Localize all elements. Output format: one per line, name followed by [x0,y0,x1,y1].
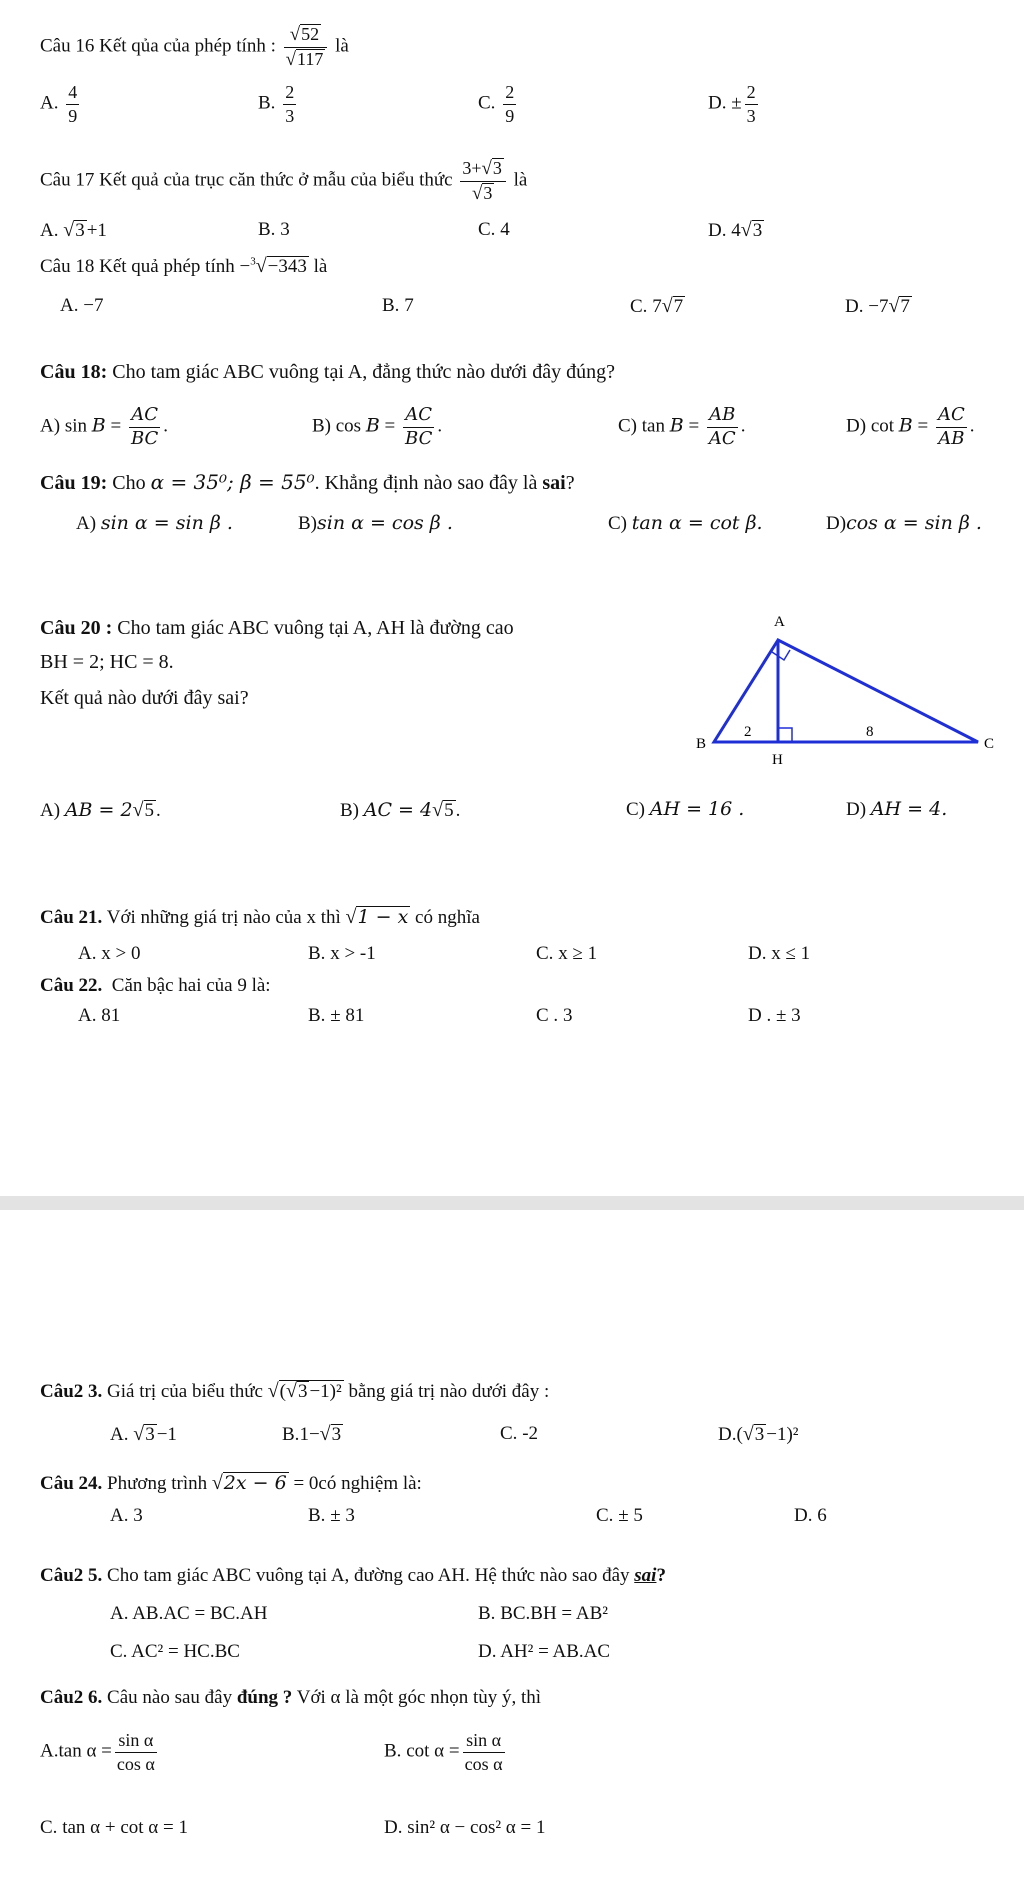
q20-option-b[interactable]: B) AC = 4√5 . [340,799,461,821]
q25-stem: Câu2 5. Cho tam giác ABC vuông tại A, đường cao AH. Hệ thức nào sao đây sai? [40,1565,666,1586]
q22-option-a[interactable]: A. 81 [78,1005,121,1026]
q20-option-a[interactable]: A) AB = 2√5 . [40,799,161,821]
q16-stem: Câu 16 Kết qủa của phép tính : $\frac{√52}{√117}$ là [40,24,349,70]
q24-stem: Câu 24. Phương trình √2x − 6 = 0có nghiệm là: [40,1472,422,1494]
q26-stem: Câu2 6. Câu nào sau đây đúng ? Với α là một góc nhọn tùy ý, thì [40,1687,542,1708]
q19-stem: Câu 19: Cho α = 35⁰; β = 55⁰. Khẳng định nào sao đây là sai? [40,470,575,494]
q17-option-c[interactable]: C. 4 [478,219,510,240]
q21-stem: Câu 21. Với những giá trị nào của x thì √1 − x có nghĩa [40,906,480,928]
q20-option-c[interactable]: C) AH = 16 . [626,798,745,820]
q25-option-c[interactable]: C. AC² = HC.BC [110,1641,240,1662]
q17-stem: Câu 17 Kết quả của trục căn thức ở mẫu của biểu thức $\frac{3+√3}{√3}$ là [40,158,528,204]
q16-option-b[interactable]: B. $\frac{2}{3}$ [258,82,295,126]
q25-option-b[interactable]: B. BC.BH = AB² [478,1603,608,1624]
q18b-option-c[interactable]: C) tan B = $\frac{AB}{AC}$ . [618,404,746,449]
q23-option-d[interactable]: D.(√3 −1)² [718,1423,799,1445]
right-angle-a [772,650,790,660]
q23-option-b[interactable]: B.1−√3 [282,1423,342,1445]
q20-triangle-figure [690,600,1000,770]
q22-option-b[interactable]: B. ± 81 [308,1005,365,1026]
vertex-b-label: B [696,736,707,752]
q22-option-d[interactable]: D . ± 3 [748,1005,801,1026]
q26-option-d[interactable]: D. sin² α − cos² α = 1 [384,1817,546,1838]
q18a-option-c[interactable]: C. 7√7 [630,295,684,317]
q26-option-a[interactable]: A.tan α = $\frac{\text{sin α}}{\text{cos α}}$ [40,1730,155,1774]
q16-option-a[interactable]: A. $\frac{4}{9}$ [40,82,78,126]
page-separator [0,1196,1024,1210]
q16-option-c[interactable]: C. $\frac{2}{9}$ [478,82,515,126]
q18a-option-b[interactable]: B. 7 [382,295,414,316]
q25-option-a[interactable]: A. AB.AC = BC.AH [110,1603,268,1624]
triangle-abc [714,640,978,742]
q21-option-a[interactable]: A. x > 0 [78,943,141,964]
q24-option-b[interactable]: B. ± 3 [308,1505,355,1526]
q18a-option-a[interactable]: A. −7 [60,295,104,316]
q23-option-c[interactable]: C. -2 [500,1423,539,1444]
q17-option-d[interactable]: D. 4√3 [708,219,763,241]
q20-stem: Câu 20 : Cho tam giác ABC vuông tại A, AH là đường cao [40,617,514,639]
q25-option-d[interactable]: D. AH² = AB.AC [478,1641,611,1662]
q18a-stem: Câu 18 Kết quả phép tính −$^3$√−343 là [40,255,328,277]
q26-option-c[interactable]: C. tan α + cot α = 1 [40,1817,188,1838]
q26-option-b[interactable]: B. cot α = $\frac{\text{sin α}}{\text{cos α}}$ [384,1730,503,1774]
q22-stem: Câu 22. Căn bậc hai của 9 là: [40,975,271,996]
q20-option-d[interactable]: D) AH = 4. [846,798,948,820]
q24-option-a[interactable]: A. 3 [110,1505,143,1526]
q23-stem: Câu2 3. Giá trị của biểu thức √(√3 −1)² bằng giá trị nào dưới đây : [40,1380,550,1402]
segment-hc-label: 8 [866,724,874,740]
q21-option-c[interactable]: C. x ≥ 1 [536,943,598,964]
q18b-option-d[interactable]: D) cot B = $\frac{AC}{AB}$ . [846,404,975,449]
q24-option-d[interactable]: D. 6 [794,1505,827,1526]
q21-option-d[interactable]: D. x ≤ 1 [748,943,811,964]
q23-option-a[interactable]: A. √3 −1 [110,1423,177,1445]
q19-option-b[interactable]: B)sin α = cos β . [298,512,453,534]
q20-givens: BH = 2; HC = 8. [40,651,174,673]
right-angle-h [778,728,792,742]
q17-option-a[interactable]: A. √3 +1 [40,219,107,241]
q17-option-b[interactable]: B. 3 [258,219,290,240]
q16-option-d[interactable]: D. ± $\frac{2}{3}$ [708,82,756,126]
q20-question: Kết quả nào dưới đây sai? [40,687,249,709]
q24-option-c[interactable]: C. ± 5 [596,1505,643,1526]
q18a-option-d[interactable]: D. −7√7 [845,295,910,317]
q18b-option-b[interactable]: B) cos B = $\frac{AC}{BC}$ . [312,404,443,449]
q18b-option-a[interactable]: A) sin B = $\frac{AC}{BC}$ . [40,404,169,449]
vertex-a-label: A [774,614,785,630]
q21-option-b[interactable]: B. x > -1 [308,943,376,964]
q19-option-a[interactable]: A) sin α = sin β . [76,512,233,534]
q19-option-d[interactable]: D)cos α = sin β . [826,512,982,534]
q22-option-c[interactable]: C . 3 [536,1005,573,1026]
foot-h-label: H [772,752,783,768]
q18b-stem: Câu 18: Cho tam giác ABC vuông tại A, đẳng thức nào dưới đây đúng? [40,361,615,383]
q19-option-c[interactable]: C) tan α = cot β. [608,512,763,534]
vertex-c-label: C [984,736,995,752]
segment-bh-label: 2 [744,724,752,740]
